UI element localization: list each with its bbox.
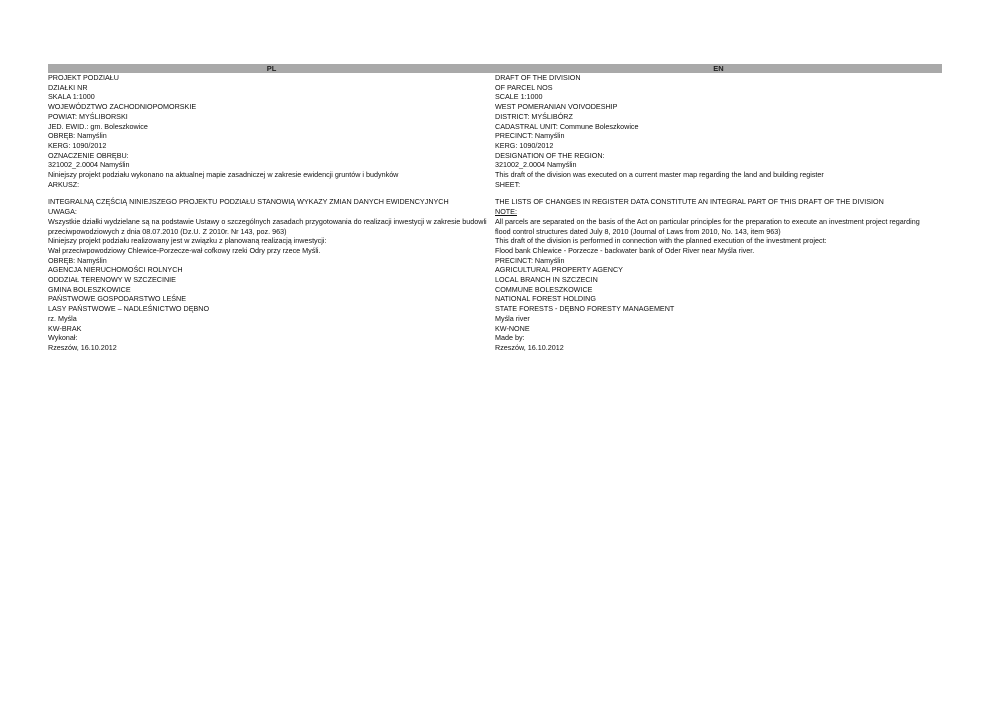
en-line-region-designation-label: DESIGNATION OF THE REGION: <box>495 150 605 160</box>
en-line-parcel-no: OF PARCEL NOS <box>495 82 553 92</box>
en-line-map-statement: This draft of the division was executed on a current master map regarding the land and building register <box>495 170 824 180</box>
en-line-region-designation: 321002_2.0004 Namyślin <box>495 160 577 170</box>
pl-line-place-date: Rzeszów, 16.10.2012 <box>48 342 117 352</box>
pl-line-made-by: Wykonał: <box>48 333 78 343</box>
en-note-text: All parcels are separated on the basis of the Act on particular principles for the preparation to execute an investment project regarding flood control structures dated July 8, 2010 (Journal of Laws from 2010, No. 143, item 963) <box>495 216 920 236</box>
pl-line-voivodeship: WOJEWÓDZTWO ZACHODNIOPOMORSKIE <box>48 102 197 112</box>
en-line-precinct-2: PRECINCT: Namyślin <box>495 255 565 265</box>
pl-note-label: UWAGA: <box>48 207 77 217</box>
en-line-investment-name: Flood bank Chlewice - Porzecze - backwater bank of Oder River near Myśla river. <box>495 245 755 255</box>
pl-line-investment-name: Wał przeciwpowodziowy Chlewice-Porzecze-wał cofkowy rzeki Odry przy rzece Myśli. <box>48 245 321 255</box>
pl-column <box>48 73 495 353</box>
en-line-sheet: SHEET: <box>495 179 521 189</box>
pl-line-sheet: ARKUSZ: <box>48 179 80 189</box>
bilingual-document-table <box>48 64 942 353</box>
pl-line-district: POWIAT: MYŚLIBORSKI <box>48 111 128 121</box>
pl-line-forest-holding: PAŃSTWOWE GOSPODARSTWO LEŚNE <box>48 294 187 304</box>
pl-line-parcel-no: DZIAŁKI NR <box>48 82 88 92</box>
pl-line-agency: AGENCJA NIERUCHOMOŚCI ROLNYCH <box>48 265 183 275</box>
table-body <box>48 73 942 353</box>
en-line-integral-part: THE LISTS OF CHANGES IN REGISTER DATA CONSTITUTE AN INTEGRAL PART OF THIS DRAFT OF THE DIVISION <box>495 197 884 207</box>
en-line-voivodeship: WEST POMERANIAN VOIVODESHIP <box>495 102 618 112</box>
en-column <box>495 73 942 353</box>
pl-line-river: rz. Myśla <box>48 313 77 323</box>
pl-line-region-designation-label: OZNACZENIE OBRĘBU: <box>48 150 129 160</box>
en-line-forest-holding: NATIONAL FOREST HOLDING <box>495 294 596 304</box>
pl-line-precinct: OBRĘB: Namyślin <box>48 131 107 141</box>
en-line-kw: KW-NONE <box>495 323 530 333</box>
en-line-kerg: KERG: 1090/2012 <box>495 140 554 150</box>
spacer <box>495 189 942 197</box>
en-line-river: Myśla river <box>495 313 530 323</box>
en-line-agency: AGRICULTURAL PROPERTY AGENCY <box>495 265 623 275</box>
en-line-place-date: Rzeszów, 16.10.2012 <box>495 342 564 352</box>
pl-line-map-statement: Niniejszy projekt podziału wykonano na aktualnej mapie zasadniczej w zakresie ewidencji gruntów i budynków <box>48 170 399 180</box>
en-line-investment-statement: This draft of the division is performed in connection with the planned execution of the investment project: <box>495 236 827 246</box>
en-line-precinct: PRECINCT: Namyślin <box>495 131 565 141</box>
en-line-branch: LOCAL BRANCH IN SZCZECIN <box>495 275 598 285</box>
pl-line-kw: KW-BRAK <box>48 323 82 333</box>
pl-line-commune: GMINA BOLESZKOWICE <box>48 284 131 294</box>
en-line-scale: SCALE 1:1000 <box>495 92 543 102</box>
en-line-commune: COMMUNE BOLESZKOWICE <box>495 284 593 294</box>
pl-column-header: PL <box>266 64 277 73</box>
pl-line-region-designation: 321002_2.0004 Namyślin <box>48 160 130 170</box>
en-note-label: NOTE: <box>495 207 517 217</box>
spacer <box>48 189 495 197</box>
en-line-project-title: DRAFT OF THE DIVISION <box>495 73 581 82</box>
table-header-row <box>48 64 942 73</box>
pl-line-state-forests: LASY PAŃSTWOWE – NADLEŚNICTWO DĘBNO <box>48 304 210 314</box>
pl-line-cadastral-unit: JED. EWID.: gm. Boleszkowice <box>48 121 148 131</box>
pl-line-investment-statement: Niniejszy projekt podziału realizowany jest w związku z planowaną realizacją inwestycji: <box>48 236 327 246</box>
pl-line-scale: SKALA 1:1000 <box>48 92 95 102</box>
en-line-district: DISTRICT: MYŚLIBÓRZ <box>495 111 573 121</box>
pl-note-text: Wszystkie działki wydzielane są na podstawie Ustawy o szczególnych zasadach przygotowania do realizacji inwestycji w zakresie budowli przeciwpowodziowych z dnia 08.07.2010 (Dz.U. Z 2010r. Nr 143, poz. 963) <box>48 216 487 236</box>
pl-line-project-title: PROJEKT PODZIAŁU <box>48 73 119 82</box>
en-line-cadastral-unit: CADASTRAL UNIT: Commune Boleszkowice <box>495 121 639 131</box>
pl-line-branch: ODDZIAŁ TERENOWY W SZCZECINIE <box>48 275 176 285</box>
en-line-state-forests: STATE FORESTS - DĘBNO FORESTY MANAGEMENT <box>495 304 675 314</box>
pl-line-kerg: KERG: 1090/2012 <box>48 140 107 150</box>
en-line-made-by: Made by: <box>495 333 525 343</box>
en-column-header: EN <box>713 64 724 73</box>
pl-line-integral-part: INTEGRALNĄ CZĘŚCIĄ NINIEJSZEGO PROJEKTU PODZIAŁU STANOWIĄ WYKAZY ZMIAN DANYCH EWIDENCYJNYCH <box>48 197 449 207</box>
pl-line-precinct-2: OBRĘB: Namyślin <box>48 255 107 265</box>
